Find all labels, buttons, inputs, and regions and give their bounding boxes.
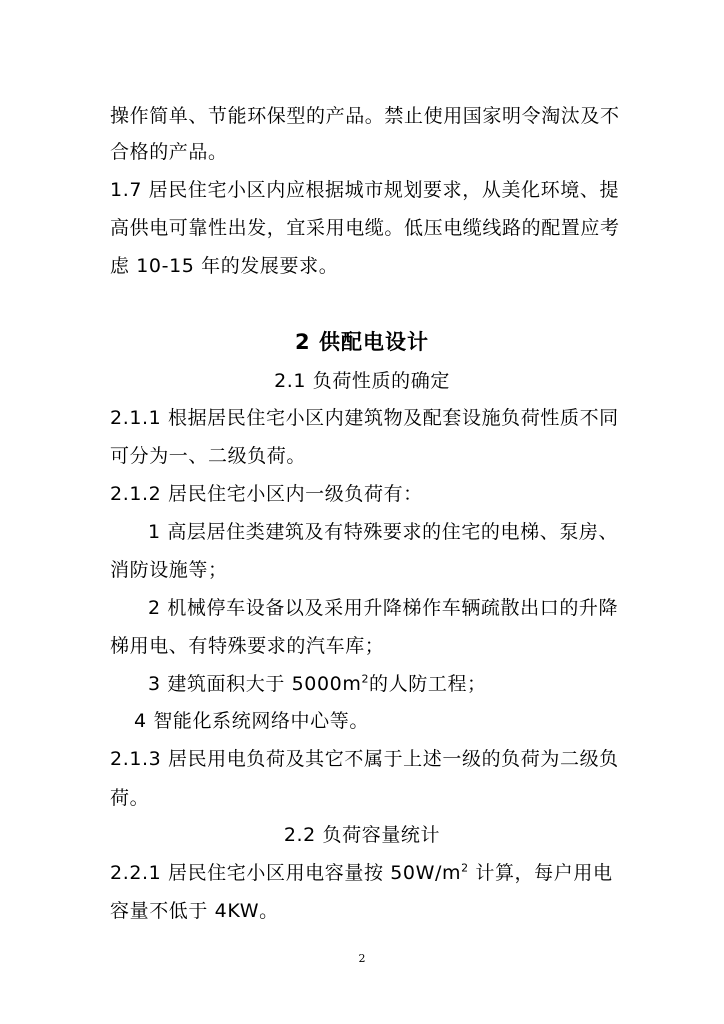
superscript: 2 — [361, 672, 370, 686]
chapter-title: 2 供配电设计 — [295, 330, 429, 354]
paragraph-line: 容量不低于 4KW。 — [110, 900, 279, 922]
paragraph-line: 操作简单、节能环保型的产品。禁止使用国家明令淘汰及不 — [110, 105, 620, 127]
page-number: 2 — [358, 952, 366, 965]
list-item-line — [148, 672, 487, 696]
paragraph-line: 合格的产品。 — [110, 141, 228, 163]
section-title: 2.1 负荷性质的确定 — [274, 370, 450, 392]
list-item-line: 4 智能化系统网络中心等。 — [134, 710, 369, 732]
list-item-line: 消防设施等； — [110, 559, 228, 581]
paragraph-line — [110, 861, 613, 885]
list-item-line: 梯用电、有特殊要求的汽车库； — [110, 635, 385, 657]
paragraph-text: 计算，每户用电 — [468, 862, 613, 884]
superscript: 2 — [461, 861, 469, 875]
list-item-line: 2 机械停车设备以及采用升降梯作车辆疏散出口的升降 — [148, 597, 619, 619]
list-item-line: 1 高层居住类建筑及有特殊要求的住宅的电梯、泵房、 — [148, 521, 619, 543]
paragraph-line: 高供电可靠性出发，宜采用电缆。低压电缆线路的配置应考 — [110, 217, 620, 239]
list-item-text: 3 建筑面积大于 5000m — [148, 673, 362, 695]
paragraph-line: 2.1.2 居民住宅小区内一级负荷有： — [110, 483, 423, 505]
section-title: 2.2 负荷容量统计 — [283, 824, 441, 846]
paragraph-line: 可分为一、二级负荷。 — [110, 445, 307, 467]
paragraph-text: 2.2.1 居民住宅小区用电容量按 50W/m — [110, 862, 462, 884]
paragraph-line: 虑 10-15 年的发展要求。 — [110, 255, 339, 277]
list-item-text: 的人防工程； — [369, 673, 487, 695]
paragraph-line: 1.7 居民住宅小区内应根据城市规划要求，从美化环境、提 — [110, 179, 620, 201]
paragraph-line: 2.1.3 居民用电负荷及其它不属于上述一级的负荷为二级负 — [110, 748, 619, 770]
paragraph-line: 2.1.1 根据居民住宅小区内建筑物及配套设施负荷性质不同 — [110, 407, 619, 429]
paragraph-line: 荷。 — [110, 787, 150, 809]
